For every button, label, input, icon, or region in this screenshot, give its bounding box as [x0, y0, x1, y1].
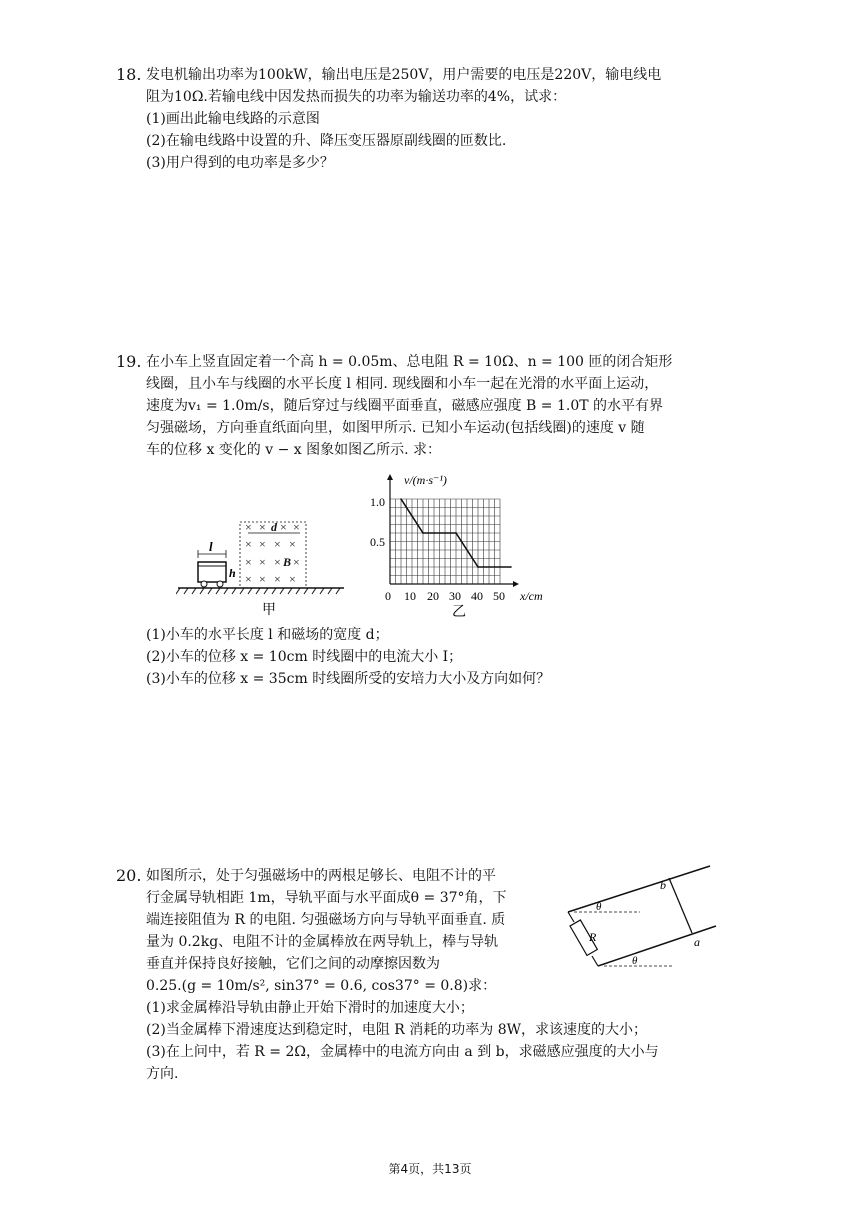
question-number: 20.	[116, 866, 142, 885]
question-text-line: 端连接阻值为 R 的电阻. 匀强磁场方向与导轨平面垂直. 质	[146, 912, 506, 928]
sub-question-2: (2)小车的位移 x = 10cm 时线圈中的电流大小 I；	[146, 649, 463, 665]
question-number: 19.	[116, 352, 142, 371]
x-tick-label: 30	[449, 589, 461, 603]
x-tick-label: 50	[493, 589, 505, 603]
sub-question-2: (2)当金属棒下滑速度达到稳定时，电阻 R 消耗的功率为 8W，求该速度的大小；	[146, 1022, 648, 1038]
car-coil	[198, 562, 226, 582]
x-axis-label: x/cm	[520, 589, 543, 603]
page-footer: 第4页，共13页	[388, 1162, 472, 1176]
svg-text:×: ×	[245, 537, 252, 551]
question-text-line: 量为 0.2kg、电阻不计的金属棒放在两导轨上，棒与导轨	[146, 934, 499, 950]
data-point	[477, 566, 479, 568]
svg-text:×: ×	[259, 555, 266, 569]
svg-text:×: ×	[259, 572, 266, 586]
sub-question-1: (1)小车的水平长度 l 和磁场的宽度 d；	[146, 627, 389, 643]
question-text-line: 线圈，且小车与线圈的水平长度 l 相同. 现线圈和小车一起在光滑的水平面上运动，	[146, 376, 659, 392]
car-wheel	[217, 581, 223, 587]
question-19	[116, 351, 726, 461]
svg-text:×: ×	[259, 520, 266, 534]
svg-text:×: ×	[274, 555, 281, 569]
question-text-line: 在小车上竖直固定着一个高 h = 0.05m、总电阻 R = 10Ω、n = 100 匝的闭合矩形	[146, 354, 673, 370]
rail-upper	[568, 866, 710, 912]
svg-text:×: ×	[293, 555, 300, 569]
svg-text:×: ×	[245, 555, 252, 569]
y-tick-label: 0.5	[370, 535, 385, 549]
question-number: 18.	[116, 65, 142, 84]
question-text-line: 0.25.(g = 10m/s², sin37° = 0.6, cos37° = 0.8)求：	[146, 978, 497, 994]
question-text-line: 速度为v₁ = 1.0m/s，随后穿过与线圈平面垂直，磁感应强度 B = 1.0T 的水平有界	[146, 398, 664, 414]
label-B: B	[283, 555, 292, 569]
question-19-subs	[146, 624, 726, 690]
field-crosses	[245, 520, 300, 586]
figure-inclined-rails	[560, 860, 725, 972]
question-text-line: 车的位移 x 变化的 v − x 图象如图乙所示. 求：	[146, 442, 442, 458]
label-d: d	[271, 520, 277, 534]
sub-question-3: (3)小车的位移 x = 35cm 时线圈所受的安培力大小及方向如何？	[146, 671, 551, 687]
question-18	[116, 64, 726, 174]
data-point	[510, 566, 512, 568]
sub-question-3-tail: 方向.	[146, 1066, 179, 1082]
label-theta: θ	[596, 901, 602, 913]
sub-question-3: (3)用户得到的电功率是多少？	[146, 155, 334, 171]
question-text-line: 匀强磁场，方向垂直纸面向里，如图甲所示. 已知小车运动(包括线圈)的速度 v 随	[146, 420, 645, 436]
y-axis-label: v/(m·s⁻¹)	[404, 473, 447, 487]
x-axis-arrow	[513, 581, 519, 587]
sub-question-2: (2)在输电线路中设置的升、降压变压器原副线圈的匝数比.	[146, 133, 507, 149]
metal-rod	[669, 878, 692, 933]
label-b: b	[660, 878, 666, 892]
question-text-line: 阻为10Ω.若输电线中因发热而损失的功率为输送功率的4%，试求：	[146, 89, 567, 105]
figure-jia	[176, 516, 346, 620]
y-tick-label: 1.0	[370, 495, 385, 509]
x-tick-label: 10	[404, 589, 416, 603]
svg-text:×: ×	[259, 537, 266, 551]
data-point	[422, 532, 424, 534]
label-l: l	[209, 539, 213, 554]
question-text-line: 如图所示，处于匀强磁场中的两根足够长、电阻不计的平	[146, 868, 496, 884]
sub-question-1: (1)求金属棒沿导轨由静止开始下滑时的加速度大小；	[146, 1000, 474, 1016]
chart-grid	[390, 499, 500, 584]
svg-text:×: ×	[293, 520, 300, 534]
figure-caption: 乙	[452, 605, 466, 620]
question-20-subs	[146, 997, 726, 1085]
label-R: R	[589, 930, 597, 944]
svg-text:×: ×	[289, 537, 296, 551]
sub-question-3: (3)在上问中，若 R = 2Ω，金属棒中的电流方向由 a 到 b，求磁感应强度的大小与	[146, 1044, 659, 1060]
label-a: a	[694, 935, 700, 949]
svg-text:×: ×	[245, 520, 252, 534]
data-point	[400, 498, 402, 500]
x-tick-label: 20	[427, 589, 439, 603]
question-text-line: 垂直并保持良好接触，它们之间的动摩擦因数为	[146, 956, 440, 972]
figure-caption: 甲	[262, 603, 276, 618]
question-text-line: 行金属导轨相距 1m，导轨平面与水平面成θ = 37°角，下	[146, 890, 507, 906]
svg-text:×: ×	[289, 572, 296, 586]
svg-text:×: ×	[274, 572, 281, 586]
sub-question-1: (1)画出此输电线路的示意图	[146, 111, 320, 127]
y-axis-arrow	[387, 474, 393, 480]
svg-text:×: ×	[245, 572, 252, 586]
question-text-line: 发电机输出功率为100kW，输出电压是250V，用户需要的电压是220V，输电线电	[146, 67, 662, 83]
data-point	[455, 532, 457, 534]
figure-yi-chart	[360, 470, 560, 620]
label-h: h	[229, 566, 236, 580]
question-20	[116, 865, 566, 997]
x-tick-label: 40	[471, 589, 483, 603]
svg-text:×: ×	[280, 520, 287, 534]
x-tick-label: 0	[385, 589, 391, 603]
label-theta: θ	[632, 955, 638, 967]
car-wheel	[201, 581, 207, 587]
svg-text:×: ×	[274, 537, 281, 551]
